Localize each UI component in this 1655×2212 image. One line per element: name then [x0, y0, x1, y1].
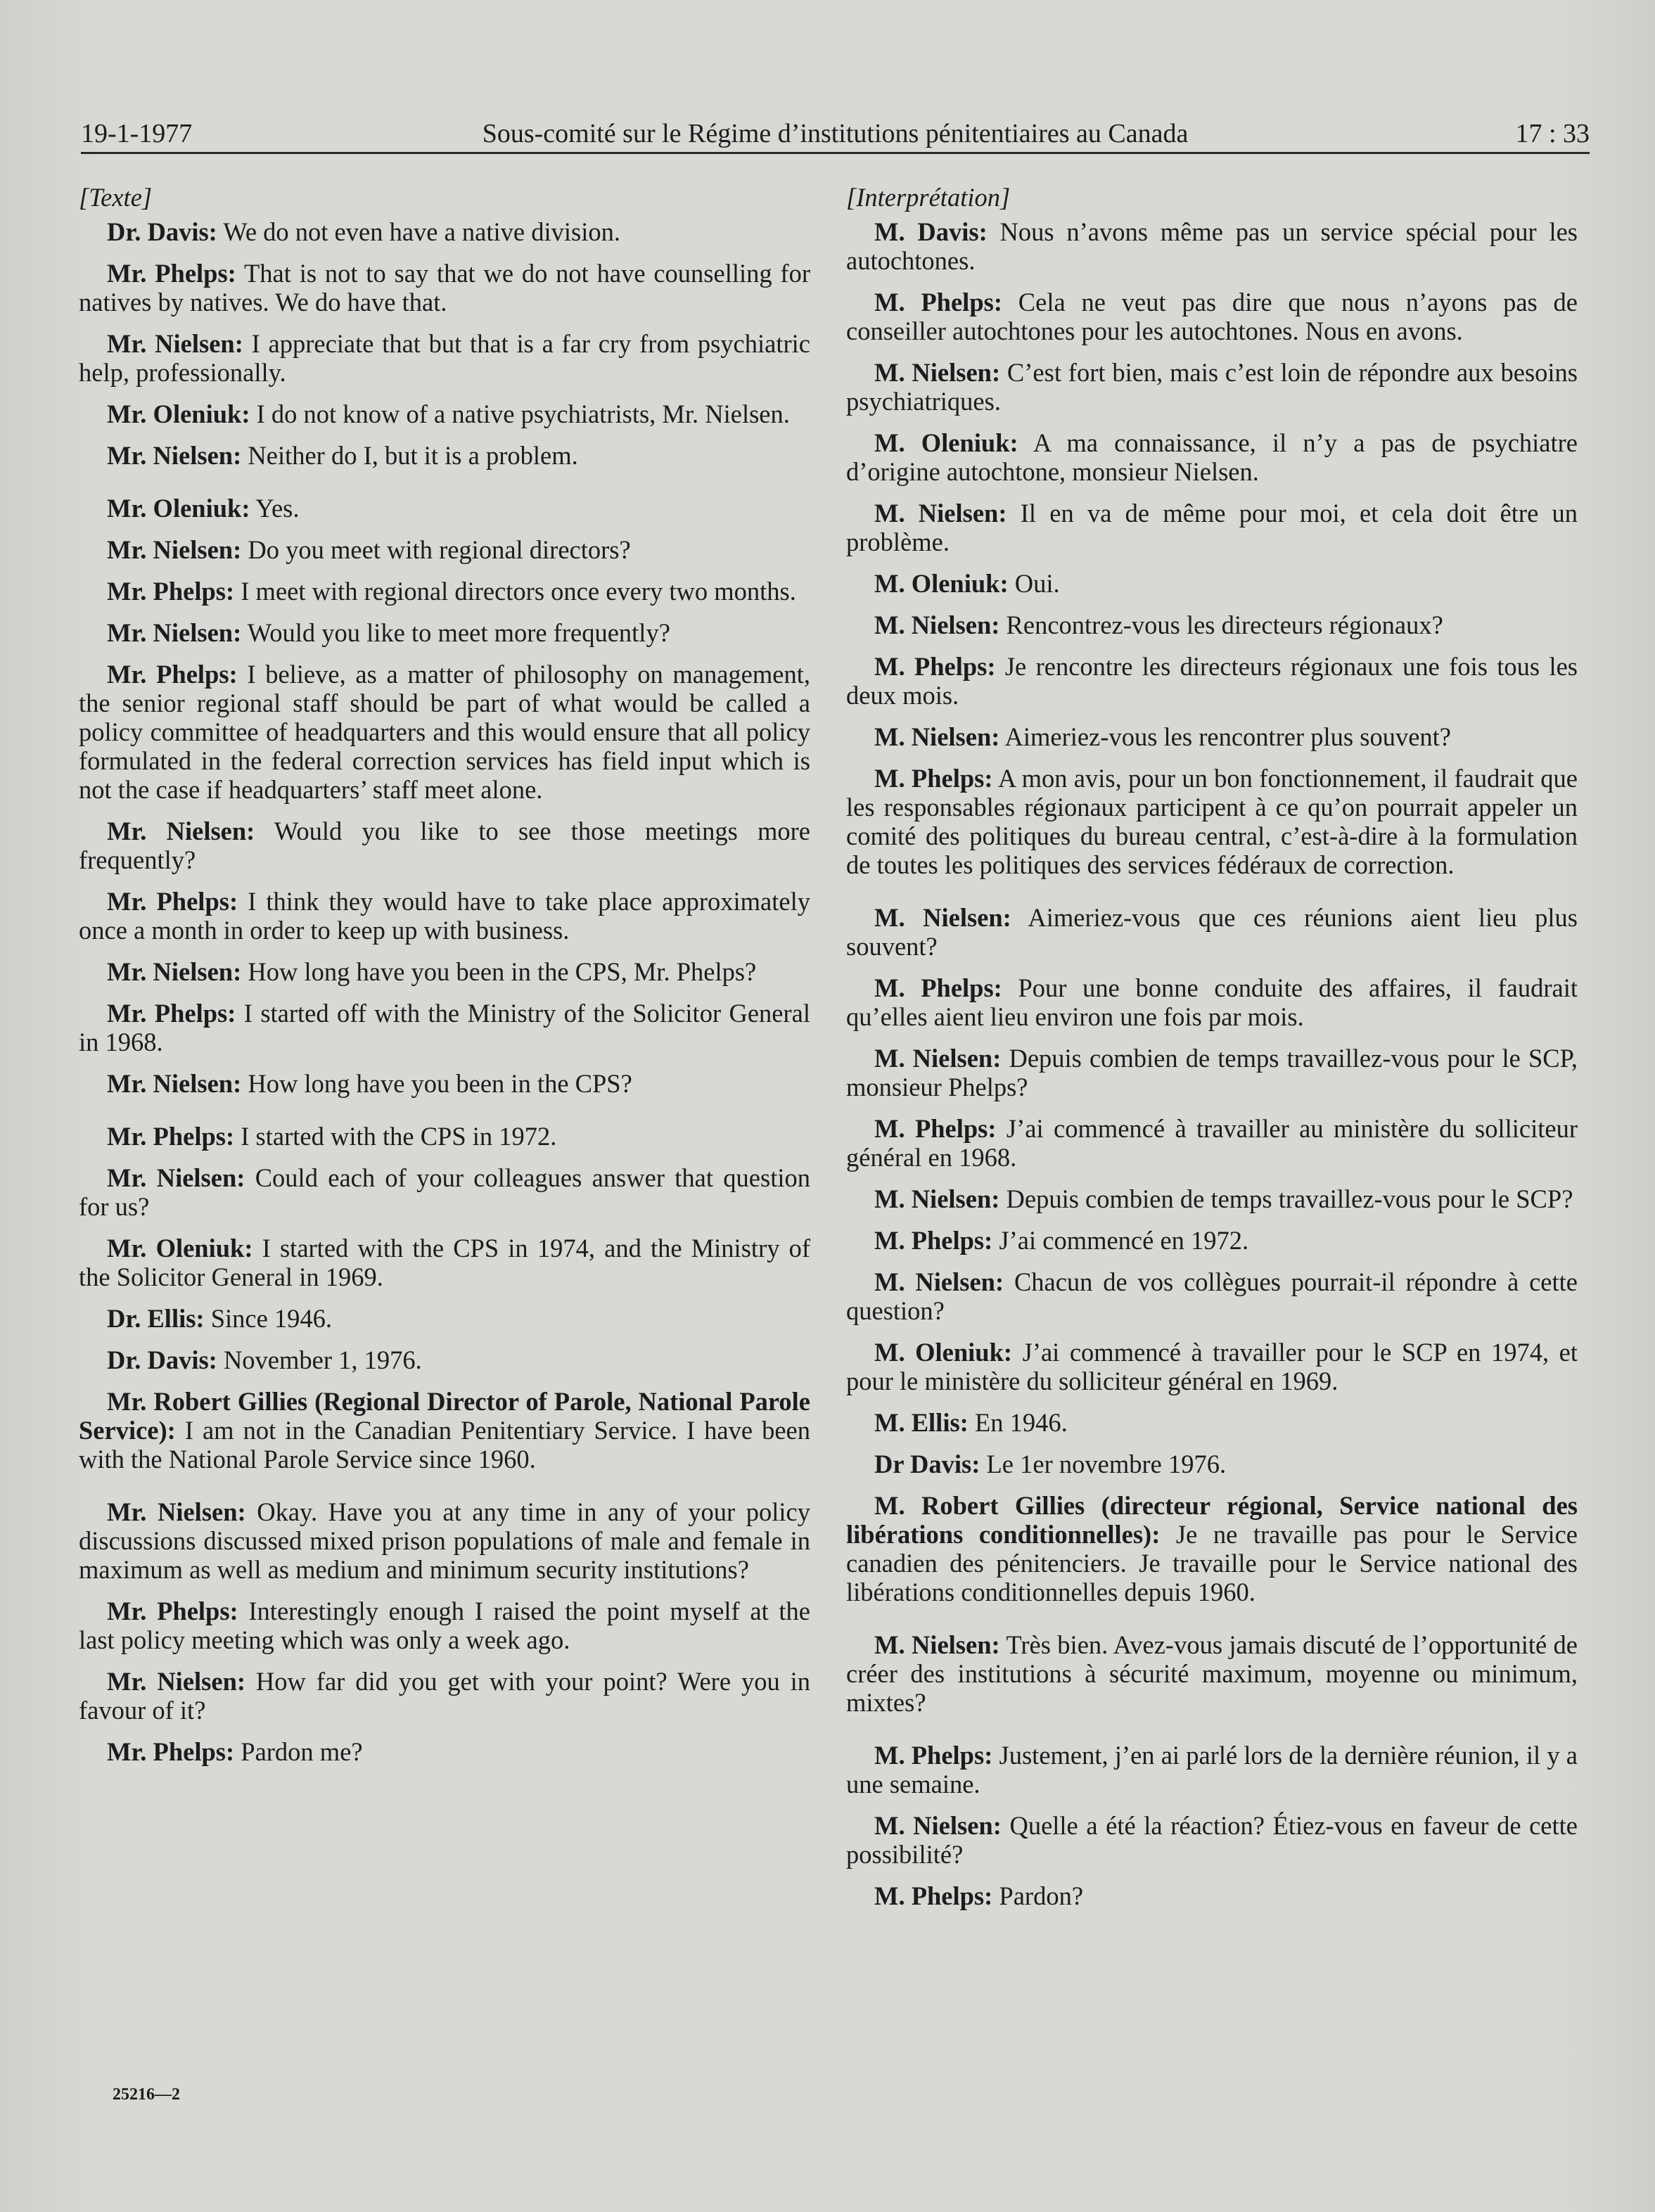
speech-text: J’ai commencé à travailler pour le SCP en 1974, et pour le ministère du solliciteur général en 1969. [846, 1338, 1578, 1395]
speaker-name: Mr. Oleniuk: [107, 399, 250, 428]
transcript-paragraph [846, 1408, 1578, 1437]
speaker-name: Mr. Nielsen: [107, 441, 242, 470]
speech-text: I do not know of a native psychiatrists, Mr. Nielsen. [250, 399, 790, 428]
transcript-paragraph [846, 1491, 1578, 1606]
speech-text: November 1, 1976. [217, 1345, 422, 1374]
transcript-paragraph [846, 1881, 1578, 1910]
speaker-name: M. Phelps: [874, 1741, 993, 1770]
speaker-name: Mr. Nielsen: [107, 1163, 245, 1192]
speech-text: Would you like to meet more frequently? [241, 618, 670, 647]
speech-text: C’est fort bien, mais c’est loin de répondre aux besoins psychiatriques. [846, 358, 1578, 416]
transcript-paragraph [79, 577, 810, 606]
transcript-paragraph [79, 259, 810, 317]
speaker-name: M. Phelps: [874, 1114, 997, 1143]
speaker-name: M. Nielsen: [874, 722, 1000, 751]
speech-text: Interestingly enough I raised the point myself at the last policy meeting which was only a week ago. [79, 1597, 810, 1654]
speech-text: Would you like to see those meetings more frequently? [79, 817, 810, 874]
speech-text: Pardon? [992, 1881, 1084, 1910]
speaker-name: M. Nielsen: [874, 499, 1007, 528]
transcript-paragraph [846, 722, 1578, 751]
speech-text: Le 1er novembre 1976. [980, 1450, 1227, 1478]
speaker-name: Mr. Nielsen: [107, 1069, 242, 1098]
header-date: 19-1-1977 [81, 119, 193, 148]
transcript-paragraph [79, 1163, 810, 1221]
transcript-paragraph [79, 1345, 810, 1374]
speech-text: Aimeriez-vous que ces réunions aient lieu plus souvent? [846, 903, 1578, 961]
transcript-paragraph [846, 652, 1578, 710]
speech-text: Très bien. Avez-vous jamais discuté de l’opportunité de créer des institutions à sécurité maximum, moyenne ou minimum, mixtes? [846, 1630, 1578, 1717]
speech-text: I started with the CPS in 1974, and the Ministry of the Solicitor General in 1969. [79, 1234, 810, 1291]
speech-text: Okay. Have you at any time in any of your policy discussions discussed mixed prison populations of male and female in maximum as well as medium and minimum security institutions? [79, 1497, 810, 1584]
transcript-paragraph [79, 999, 810, 1056]
transcript-paragraph [79, 441, 810, 470]
speech-text: Chacun de vos collègues pourrait-il répondre à cette question? [846, 1267, 1578, 1325]
speaker-name: Mr. Oleniuk: [107, 1234, 253, 1262]
transcript-paragraph [79, 329, 810, 387]
transcript-paragraph [79, 1737, 810, 1766]
transcript-paragraph [79, 1122, 810, 1151]
transcript-paragraph [846, 569, 1578, 598]
speech-text: J’ai commencé en 1972. [992, 1226, 1249, 1255]
speech-text: J’ai commencé à travailler au ministère du solliciteur général en 1968. [846, 1114, 1578, 1172]
speaker-name: Mr. Robert Gillies (Regional Director of Parole, National Parole Service): [79, 1387, 810, 1445]
speaker-name: Mr. Nielsen: [107, 817, 255, 845]
speaker-name: M. Nielsen: [874, 903, 1011, 932]
speaker-name: M. Nielsen: [874, 1811, 1002, 1840]
speech-text: Yes. [250, 494, 300, 523]
transcript-paragraph [79, 1069, 810, 1098]
french-column [846, 183, 1578, 1923]
transcript-paragraph [846, 1338, 1578, 1395]
speech-text: I think they would have to take place approximately once a month in order to keep up with business. [79, 887, 810, 945]
speaker-name: Mr. Nielsen: [107, 618, 242, 647]
header-title: Sous-comité sur le Régime d’institutions pénitentiaires au Canada [482, 119, 1189, 148]
transcript-paragraph [846, 903, 1578, 961]
speaker-name: M. Oleniuk: [874, 1338, 1013, 1367]
speaker-name: M. Nielsen: [874, 610, 1000, 639]
running-header [81, 114, 1590, 153]
speech-text: Oui. [1008, 569, 1060, 598]
transcript-paragraph [846, 610, 1578, 639]
transcript-paragraph [846, 288, 1578, 345]
speech-text: I meet with regional directors once every two months. [234, 577, 796, 606]
transcript-paragraph [79, 817, 810, 874]
transcript-paragraph [846, 1114, 1578, 1172]
transcript-paragraph [846, 1184, 1578, 1213]
speaker-name: Mr. Phelps: [107, 999, 236, 1028]
speech-text: I believe, as a matter of philosophy on management, the senior regional staff should be part of what would be called a policy committee of headquarters and this would ensure that all policy formulated in the federal correction services has field input which is not the case if headquarters’ staff meet alone. [79, 660, 810, 804]
transcript-paragraph [846, 217, 1578, 275]
speech-text: Nous n’avons même pas un service spécial pour les autochtones. [846, 217, 1578, 275]
header-page-number: 17 : 33 [1515, 119, 1590, 148]
transcript-paragraph [79, 1387, 810, 1473]
speaker-name: Mr. Oleniuk: [107, 494, 250, 523]
speaker-name: M. Robert Gillies (directeur régional, Service national des libérations conditionnelles): [846, 1491, 1578, 1549]
speech-text: I appreciate that but that is a far cry from psychiatric help, professionally. [79, 329, 810, 387]
speech-text: Pardon me? [234, 1737, 363, 1766]
speech-text: How far did you get with your point? Were you in favour of it? [79, 1667, 810, 1725]
speaker-name: M. Nielsen: [874, 1184, 1000, 1213]
transcript-paragraph [79, 1234, 810, 1291]
transcript-paragraph [79, 618, 810, 647]
speech-text: Justement, j’en ai parlé lors de la dernière réunion, il y a une semaine. [846, 1741, 1578, 1798]
transcript-paragraph [846, 764, 1578, 879]
speaker-name: M. Oleniuk: [874, 569, 1009, 598]
speaker-name: M. Phelps: [874, 1881, 993, 1910]
speaker-name: Dr Davis: [874, 1450, 980, 1478]
speaker-name: Dr. Davis: [107, 217, 217, 246]
speaker-name: Dr. Davis: [107, 1345, 217, 1374]
speaker-name: Mr. Phelps: [107, 577, 235, 606]
transcript-paragraph [846, 1267, 1578, 1325]
speech-text: Depuis combien de temps travaillez-vous pour le SCP, monsieur Phelps? [846, 1044, 1578, 1101]
speech-text: Je rencontre les directeurs régionaux une fois tous les deux mois. [846, 652, 1578, 710]
transcript-paragraph [846, 973, 1578, 1031]
speech-text: Rencontrez-vous les directeurs régionaux? [999, 610, 1443, 639]
transcript-paragraph [79, 887, 810, 945]
speech-text: A mon avis, pour un bon fonctionnement, il faudrait que les responsables régionaux participent à ce qu’on pourrait appeler un comité des politiques du bureau central, c’est-à-dire à la formulation de toutes les politiques des services fédéraux de correction. [846, 764, 1578, 879]
footer-code: 25216—2 [113, 2085, 180, 2104]
speaker-name: M. Nielsen: [874, 1630, 1000, 1659]
transcript-paragraph [846, 499, 1578, 556]
transcript-paragraph [846, 1044, 1578, 1101]
speaker-name: M. Phelps: [874, 652, 996, 681]
transcript-paragraph [79, 399, 810, 428]
transcript-paragraph [79, 217, 810, 246]
speaker-name: Mr. Phelps: [107, 1122, 235, 1151]
speaker-name: M. Nielsen: [874, 358, 1001, 387]
speech-text: I started off with the Ministry of the Solicitor General in 1968. [79, 999, 810, 1056]
transcript-paragraph [846, 428, 1578, 486]
speech-text: How long have you been in the CPS? [241, 1069, 632, 1098]
header-rule [81, 152, 1590, 154]
transcript-paragraph [79, 535, 810, 564]
transcript-paragraph [79, 1667, 810, 1725]
speech-text: That is not to say that we do not have counselling for natives by natives. We do have that. [79, 259, 810, 317]
section-label-texte: [Texte] [79, 183, 153, 212]
english-column [79, 183, 810, 1779]
speaker-name: Mr. Nielsen: [107, 535, 242, 564]
transcript-paragraph [79, 957, 810, 986]
speaker-name: M. Nielsen: [874, 1267, 1004, 1296]
speaker-name: M. Ellis: [874, 1408, 969, 1437]
speech-text: I am not in the Canadian Penitentiary Service. I have been with the National Parole Service since 1960. [79, 1416, 810, 1473]
speaker-name: Mr. Phelps: [107, 1737, 235, 1766]
speech-text: Je ne travaille pas pour le Service canadien des pénitenciers. Je travaille pour le Service national des libérations conditionnelles depuis 1960. [846, 1520, 1578, 1606]
speech-text: Cela ne veut pas dire que nous n’ayons pas de conseiller autochtones pour les autochtones. Nous en avons. [846, 288, 1578, 345]
speaker-name: Mr. Phelps: [107, 887, 238, 916]
transcript-paragraph [846, 1741, 1578, 1798]
transcript-paragraph [79, 1597, 810, 1654]
transcript-paragraph [79, 494, 810, 523]
speaker-name: M. Phelps: [874, 288, 1002, 317]
speaker-name: Dr. Ellis: [107, 1304, 205, 1333]
speech-text: Pour une bonne conduite des affaires, il faudrait qu’elles aient lieu environ une fois par mois. [846, 973, 1578, 1031]
speech-text: How long have you been in the CPS, Mr. Phelps? [241, 957, 757, 986]
speaker-name: Mr. Nielsen: [107, 1667, 246, 1696]
speaker-name: Mr. Nielsen: [107, 329, 243, 358]
speech-text: Aimeriez-vous les rencontrer plus souvent? [999, 722, 1452, 751]
speech-text: Could each of your colleagues answer that question for us? [79, 1163, 810, 1221]
speaker-name: M. Phelps: [874, 764, 993, 793]
transcript-paragraph [846, 1811, 1578, 1869]
speech-text: Depuis combien de temps travaillez-vous pour le SCP? [999, 1184, 1573, 1213]
transcript-paragraph [79, 660, 810, 804]
speech-text: Neither do I, but it is a problem. [241, 441, 578, 470]
speech-text: Since 1946. [204, 1304, 333, 1333]
speech-text: Il en va de même pour moi, et cela doit être un problème. [846, 499, 1578, 556]
speech-text: Quelle a été la réaction? Étiez-vous en faveur de cette possibilité? [846, 1811, 1578, 1869]
speech-text: Do you meet with regional directors? [241, 535, 631, 564]
transcript-paragraph [79, 1497, 810, 1584]
transcript-paragraph [846, 1450, 1578, 1478]
speaker-name: Mr. Nielsen: [107, 957, 242, 986]
speaker-name: M. Davis: [874, 217, 988, 246]
speaker-name: M. Nielsen: [874, 1044, 1002, 1073]
speech-text: I started with the CPS in 1972. [234, 1122, 557, 1151]
transcript-paragraph [846, 358, 1578, 416]
speaker-name: M. Oleniuk: [874, 428, 1018, 457]
transcript-paragraph [846, 1630, 1578, 1717]
transcript-paragraph [846, 1226, 1578, 1255]
speech-text: We do not even have a native division. [217, 217, 620, 246]
speaker-name: M. Phelps: [874, 973, 1002, 1002]
speaker-name: M. Phelps: [874, 1226, 993, 1255]
speaker-name: Mr. Phelps: [107, 259, 236, 288]
section-label-interpretation: [Interprétation] [846, 183, 1011, 212]
transcript-paragraph [79, 1304, 810, 1333]
speech-text: A ma connaissance, il n’y a pas de psychiatre d’origine autochtone, monsieur Nielsen. [846, 428, 1578, 486]
speaker-name: Mr. Phelps: [107, 660, 238, 689]
speaker-name: Mr. Nielsen: [107, 1497, 246, 1526]
speech-text: En 1946. [968, 1408, 1068, 1437]
speaker-name: Mr. Phelps: [107, 1597, 238, 1625]
